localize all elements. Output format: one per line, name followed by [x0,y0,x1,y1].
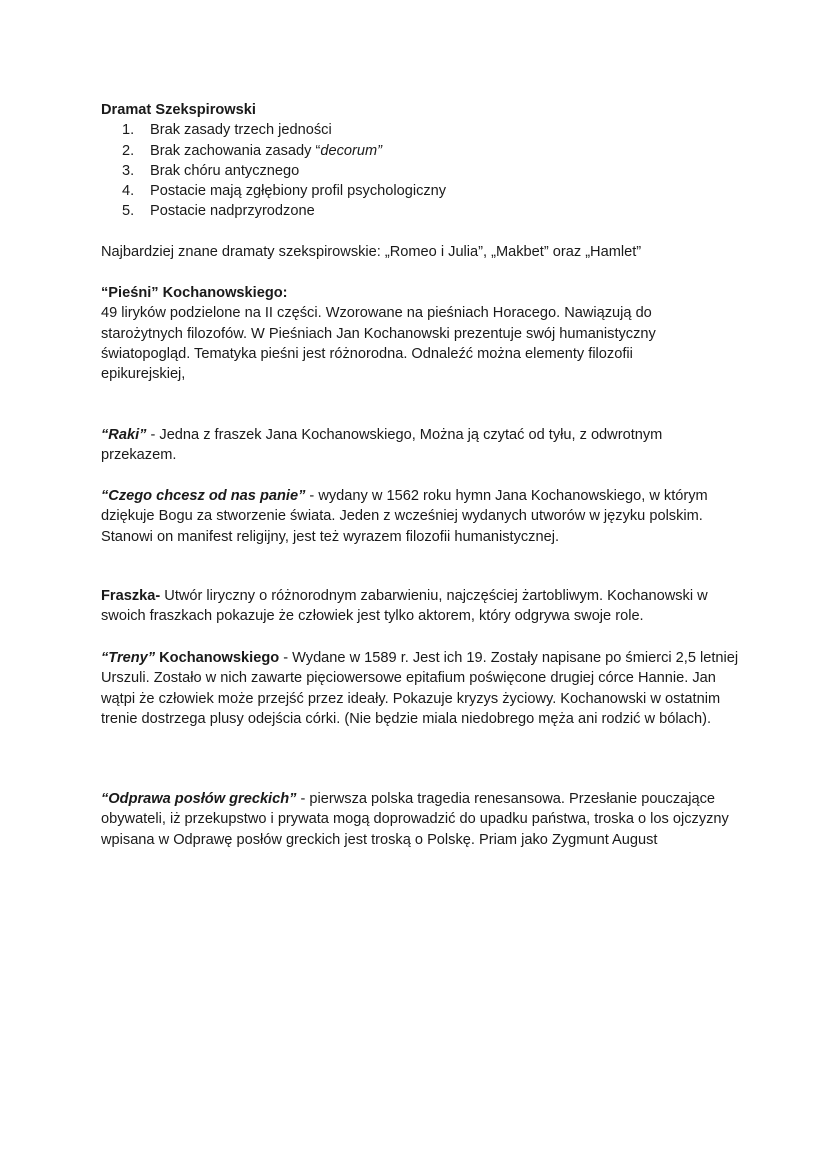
list-item [101,181,741,201]
list-number: 3. [122,162,135,179]
paragraph: - Wydane w 1589 r. Jest ich 19. Zostały napisane po śmierci 2,5 letniej Urszuli. Zostało w nich zawarte pięciowersowe epitafium poświęcone drugiej córce Hannie. Jan wątpi że człowiek może przejść przez ideały. Pokazuje kryzys życiowy. Kochanowski w ostatnim trenie dostrzega plusy odejścia córki. (Nie będzie miala niedobrego męża ani rodzić w bólach). [101,650,739,727]
list-number: 1. [122,122,135,139]
section-title: Dramat Szekspirowski [101,102,256,118]
section-title: Kochanowskiego [155,650,280,666]
section-znane [101,242,741,262]
section-czego [101,486,731,547]
feature-list [101,120,741,221]
section-odprawa [101,789,741,850]
paragraph: - pierwsza polska tragedia renesansowa. Przesłanie pouczające obywateli, iż przekupstwo i prywata mogą doprowadzić do upadku państwa, troska o los ojczyzny wpisana w Odprawę posłów greckich jest troską o Polskę. Priam jako Zygmunt August [101,791,729,848]
list-text: Brak zasady trzech jedności [150,122,332,139]
list-item [101,120,741,140]
list-number: 5. [122,203,135,220]
section-piesni [101,283,701,384]
section-title: “Odprawa posłów greckich” [101,791,297,807]
paragraph: - Jedna z fraszek Jana Kochanowskiego, Można ją czytać od tyłu, z odwrotnym przekazem. [101,427,663,464]
section-raki [101,425,701,466]
paragraph: Najbardziej znane dramaty szekspirowskie: „Romeo i Julia”, „Makbet” oraz „Hamlet” [101,244,642,260]
paragraph: - wydany w 1562 roku hymn Jana Kochanowskiego, w którym dziękuje Bogu za stworzenie świata. Jeden z wcześniej wydanych utworów w języku polskim. Stanowi on manifest religijny, jest też wyrazem filozofii humanistycznej. [101,488,708,545]
list-text: Brak chóru antycznego [150,162,300,179]
list-text-italic: decorum [320,142,378,159]
section-title: “Raki” [101,427,147,443]
section-fraszka [101,586,731,627]
list-text: Postacie nadprzyrodzone [150,203,315,220]
list-text: ” [377,142,382,159]
section-title-italic: “Treny” [101,650,156,666]
list-text: Brak zachowania zasady “ [150,142,321,159]
section-szekspir [101,100,741,222]
paragraph: Utwór liryczny o różnorodnym zabarwieniu, najczęściej żartobliwym. Kochanowski w swoich fraszkach pokazuje że człowiek jest tylko aktorem, który odgrywa swoje role. [101,588,708,625]
list-text: Postacie mają zgłębiony profil psychologiczny [150,183,447,200]
section-title: “Pieśni” Kochanowskiego: [101,285,288,301]
paragraph: 49 liryków podzielone na II części. Wzorowane na pieśniach Horacego. Nawiązują do starożytnych filozofów. W Pieśniach Jan Kochanowski prezentuje swój humanistyczny światopogląd. Tematyka pieśni jest różnorodna. Odnaleźć można elementy filozofii epikurejskiej, [101,305,656,383]
section-treny [101,648,741,729]
section-title: Fraszka- [101,588,161,604]
list-number: 4. [122,183,135,200]
section-title: “Czego chcesz od nas panie” [101,488,306,504]
list-item [101,201,741,221]
list-item [101,161,741,181]
list-item [101,141,741,161]
list-number: 2. [122,142,135,159]
